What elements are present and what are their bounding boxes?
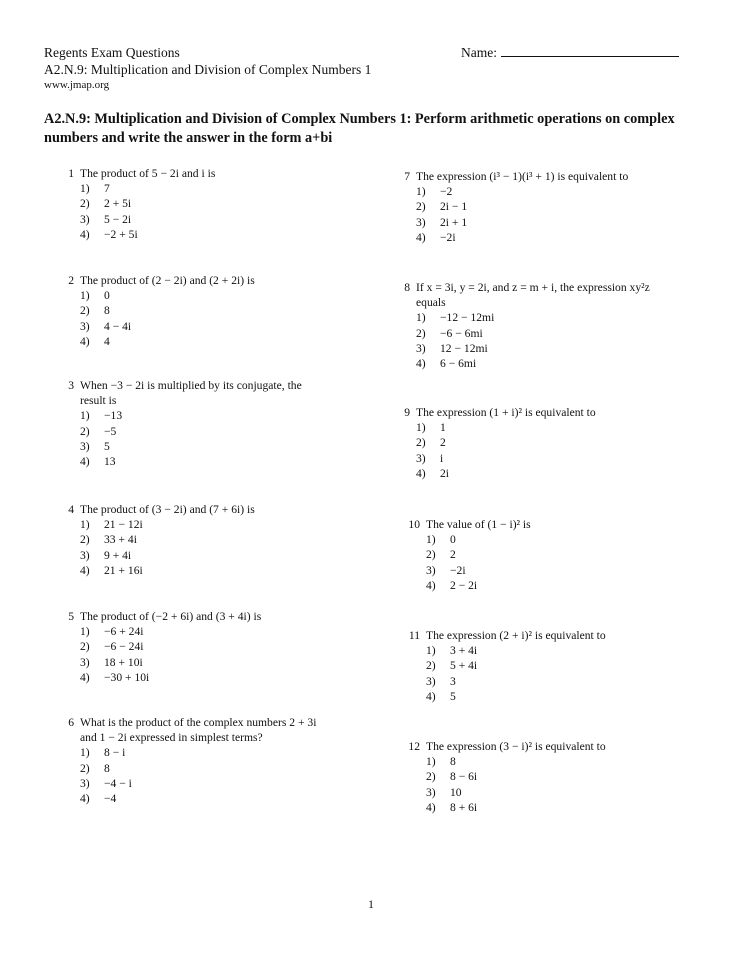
option-text: 8 + 6i — [450, 800, 478, 814]
answer-option — [80, 548, 350, 563]
answer-option — [416, 435, 696, 450]
answer-option — [80, 227, 350, 242]
option-key: 4) — [416, 230, 426, 244]
option-key: 2) — [80, 640, 90, 654]
answer-option — [80, 624, 350, 639]
question-stem: and 1 − 2i expressed in simplest terms? — [80, 731, 263, 745]
answer-option — [80, 424, 350, 439]
option-text: −2i — [450, 563, 466, 577]
option-text: 9 + 4i — [104, 548, 132, 562]
option-text: −6 − 6mi — [440, 326, 483, 340]
answer-option — [416, 356, 696, 371]
answer-option — [80, 532, 350, 547]
option-text: 5 − 2i — [104, 212, 132, 226]
page-title: A2.N.9: Multiplication and Division of Complex Numbers 1: Perform arithmetic operations on complex numbers and write the answer in the form a+bi — [44, 111, 675, 146]
question-number: 6 — [68, 716, 74, 729]
option-key: 4) — [426, 800, 436, 814]
answer-option — [80, 761, 350, 776]
question-stem: When −3 − 2i is multiplied by its conjugate, the — [80, 379, 302, 392]
answer-option — [80, 745, 350, 760]
question-stem: The expression (i³ − 1)(i³ + 1) is equivalent to — [416, 170, 629, 183]
option-text: 4 − 4i — [104, 319, 132, 333]
option-text: −5 — [104, 424, 117, 438]
option-text: 2 — [440, 436, 446, 450]
option-key: 3) — [416, 215, 426, 229]
question-stem: equals — [416, 296, 446, 310]
option-key: 2) — [80, 304, 90, 318]
option-key: 1) — [426, 755, 436, 769]
answer-option — [80, 791, 350, 806]
answer-option — [416, 326, 696, 341]
option-key: 1) — [416, 421, 426, 435]
question-number: 11 — [408, 629, 420, 642]
option-text: 8 — [450, 755, 456, 769]
question-number: 12 — [408, 740, 420, 753]
question-10 — [396, 517, 696, 593]
option-key: 3) — [80, 212, 90, 226]
question-5 — [60, 609, 350, 685]
option-text: 8 — [104, 761, 110, 775]
question-2 — [60, 273, 350, 349]
answer-option — [416, 230, 696, 245]
option-key: 1) — [80, 518, 90, 532]
answer-option — [80, 639, 350, 654]
answer-option — [80, 181, 350, 196]
answer-option — [426, 643, 696, 658]
option-key: 2) — [426, 770, 436, 784]
answer-option — [80, 655, 350, 670]
option-text: 8 − i — [104, 746, 126, 760]
option-key: 4) — [80, 563, 90, 577]
question-6 — [60, 715, 350, 806]
option-key: 2) — [80, 424, 90, 438]
option-key: 2) — [80, 197, 90, 211]
option-key: 2) — [416, 326, 426, 340]
answer-option — [416, 341, 696, 356]
answer-option — [80, 454, 350, 469]
answer-option — [426, 800, 696, 815]
option-text: 8 − 6i — [450, 770, 478, 784]
question-4 — [60, 502, 350, 578]
option-text: 7 — [104, 182, 110, 196]
answer-option — [80, 303, 350, 318]
option-key: 3) — [416, 451, 426, 465]
option-key: 4) — [80, 455, 90, 469]
question-stem: The product of 5 − 2i and i is — [80, 167, 216, 180]
option-text: 0 — [104, 289, 110, 303]
question-number: 1 — [68, 167, 74, 180]
option-text: −30 + 10i — [104, 670, 150, 684]
option-key: 4) — [80, 334, 90, 348]
topic-title: A2.N.9: Multiplication and Division of Complex Numbers 1 — [44, 62, 372, 77]
option-key: 1) — [80, 409, 90, 423]
option-text: −4 — [104, 792, 117, 806]
option-text: −6 + 24i — [104, 625, 144, 639]
question-stem: The product of (−2 + 6i) and (3 + 4i) is — [80, 610, 262, 623]
option-text: 13 — [104, 455, 116, 469]
option-key: 4) — [416, 466, 426, 480]
answer-option — [426, 578, 696, 593]
answer-option — [80, 408, 350, 423]
option-key: 2) — [426, 659, 436, 673]
answer-option — [426, 754, 696, 769]
option-text: −4 − i — [104, 776, 132, 790]
question-stem: result is — [80, 394, 117, 408]
option-key: 2) — [416, 436, 426, 450]
answer-option — [426, 689, 696, 704]
option-text: −13 — [104, 409, 123, 423]
question-number: 2 — [68, 274, 74, 287]
option-key: 1) — [416, 311, 426, 325]
answer-option — [80, 439, 350, 454]
answer-option — [426, 532, 696, 547]
option-text: −2 + 5i — [104, 227, 138, 241]
name-blank-line — [501, 44, 679, 57]
option-text: 18 + 10i — [104, 655, 143, 669]
answer-option — [416, 199, 696, 214]
question-11 — [396, 628, 696, 704]
option-key: 2) — [80, 761, 90, 775]
option-text: i — [440, 451, 444, 465]
answer-option — [426, 563, 696, 578]
option-key: 2) — [416, 200, 426, 214]
option-key: 3) — [80, 655, 90, 669]
question-stem: The product of (2 − 2i) and (2 + 2i) is — [80, 274, 255, 287]
option-key: 3) — [80, 548, 90, 562]
question-number: 4 — [68, 503, 74, 516]
website: www.jmap.org — [44, 79, 110, 91]
question-stem: What is the product of the complex numbers 2 + 3i — [80, 716, 317, 729]
answer-option — [80, 288, 350, 303]
option-key: 2) — [426, 548, 436, 562]
question-number: 8 — [404, 281, 410, 294]
page-number: 1 — [368, 897, 374, 911]
option-text: 2 — [450, 548, 456, 562]
option-text: 8 — [104, 304, 110, 318]
name-field — [461, 44, 679, 61]
question-stem: The expression (3 − i)² is equivalent to — [426, 740, 606, 753]
answer-option — [80, 563, 350, 578]
option-key: 4) — [416, 357, 426, 371]
option-text: 5 — [104, 439, 110, 453]
course-title: Regents Exam Questions — [44, 45, 180, 60]
option-text: 2 − 2i — [450, 578, 478, 592]
option-key: 1) — [416, 185, 426, 199]
option-key: 1) — [80, 182, 90, 196]
option-text: 10 — [450, 785, 462, 799]
option-key: 4) — [426, 578, 436, 592]
question-stem: If x = 3i, y = 2i, and z = m + i, the expression xy²z — [416, 281, 650, 294]
option-text: 2i — [440, 466, 450, 480]
question-3 — [60, 378, 350, 469]
answer-option — [80, 670, 350, 685]
answer-option — [426, 658, 696, 673]
answer-option — [426, 769, 696, 784]
question-stem: The expression (2 + i)² is equivalent to — [426, 629, 606, 642]
header-left — [44, 44, 371, 93]
option-key: 1) — [426, 644, 436, 658]
answer-option — [80, 334, 350, 349]
question-7 — [396, 169, 696, 245]
option-text: 21 − 12i — [104, 518, 143, 532]
option-text: −2 — [440, 185, 453, 199]
question-number: 7 — [404, 170, 410, 183]
option-text: 2 + 5i — [104, 197, 132, 211]
option-text: 0 — [450, 533, 456, 547]
answer-option — [416, 184, 696, 199]
option-text: −6 − 24i — [104, 640, 144, 654]
answer-option — [416, 451, 696, 466]
question-8 — [396, 280, 696, 371]
option-text: 5 — [450, 689, 456, 703]
option-key: 3) — [80, 776, 90, 790]
option-text: 6 − 6mi — [440, 357, 477, 371]
option-text: 2i + 1 — [440, 215, 468, 229]
option-text: 3 — [450, 674, 456, 688]
option-key: 2) — [80, 533, 90, 547]
option-key: 4) — [80, 227, 90, 241]
question-stem: The product of (3 − 2i) and (7 + 6i) is — [80, 503, 255, 516]
option-text: −12 − 12mi — [440, 311, 495, 325]
answer-option — [426, 674, 696, 689]
option-text: 21 + 16i — [104, 563, 143, 577]
option-key: 3) — [426, 563, 436, 577]
option-text: −2i — [440, 230, 456, 244]
question-number: 9 — [404, 406, 410, 419]
option-key: 3) — [426, 785, 436, 799]
option-text: 4 — [104, 334, 110, 348]
option-key: 1) — [80, 746, 90, 760]
answer-option — [80, 776, 350, 791]
question-12 — [396, 739, 696, 815]
answer-option — [416, 310, 696, 325]
answer-option — [80, 196, 350, 211]
option-key: 3) — [80, 319, 90, 333]
question-number: 10 — [408, 518, 420, 531]
option-text: 5 + 4i — [450, 659, 478, 673]
answer-option — [426, 547, 696, 562]
option-text: 2i − 1 — [440, 200, 468, 214]
question-number: 3 — [68, 379, 74, 392]
option-key: 3) — [426, 674, 436, 688]
answer-option — [426, 785, 696, 800]
option-key: 3) — [80, 439, 90, 453]
option-key: 1) — [80, 625, 90, 639]
option-key: 4) — [80, 670, 90, 684]
question-1 — [60, 166, 350, 242]
option-text: 12 − 12mi — [440, 341, 488, 355]
answer-option — [80, 319, 350, 334]
option-key: 1) — [80, 289, 90, 303]
option-key: 1) — [426, 533, 436, 547]
option-text: 1 — [440, 421, 446, 435]
question-stem: The expression (1 + i)² is equivalent to — [416, 406, 596, 419]
option-key: 4) — [426, 689, 436, 703]
answer-option — [416, 420, 696, 435]
answer-option — [416, 466, 696, 481]
question-number: 5 — [68, 610, 74, 623]
option-text: 33 + 4i — [104, 533, 137, 547]
question-stem: The value of (1 − i)² is — [426, 518, 531, 531]
name-label: Name: — [461, 45, 497, 60]
answer-option — [416, 215, 696, 230]
question-9 — [396, 405, 696, 481]
option-key: 4) — [80, 792, 90, 806]
answer-option — [80, 517, 350, 532]
option-key: 3) — [416, 341, 426, 355]
option-text: 3 + 4i — [450, 644, 478, 658]
answer-option — [80, 212, 350, 227]
